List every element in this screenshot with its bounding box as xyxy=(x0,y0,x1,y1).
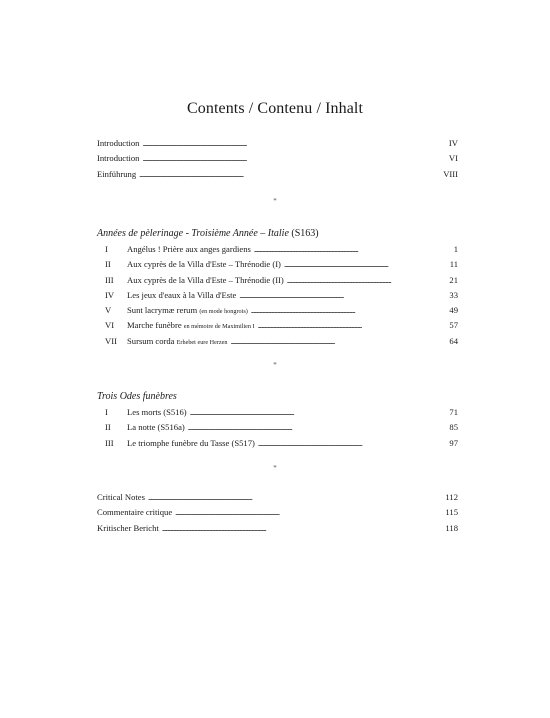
intro-list xyxy=(97,138,458,184)
toc-entry-subtitle: (en mode hongrois) xyxy=(199,308,248,316)
toc-entry-number: V xyxy=(105,305,112,316)
dot-leader xyxy=(142,138,445,148)
toc-entry-number: I xyxy=(105,244,108,254)
toc-entry[interactable] xyxy=(97,422,458,437)
toc-entry-page: 57 xyxy=(449,320,458,331)
toc-entry-page: 85 xyxy=(449,422,458,433)
toc-entry[interactable] xyxy=(97,259,458,274)
toc-entry-label: Angélus ! Prière aux anges gardiens xyxy=(127,244,251,254)
toc-entry-page: VI xyxy=(448,153,458,164)
toc-entry-commentaire-critique[interactable] xyxy=(97,507,458,522)
toc-entry-subtitle: en mémoire de Maximilien I xyxy=(183,323,255,331)
page-title: Contents / Contenu / Inhalt xyxy=(186,100,364,117)
section-annees xyxy=(97,228,458,351)
toc-entry-number: VII xyxy=(105,335,117,346)
toc-entry-label: Le triomphe funèbre du Tasse (S517) xyxy=(127,437,255,448)
toc-entry-page: 97 xyxy=(449,437,458,448)
toc-entry-label: Aux cyprès de la Villa d'Este – Thrénodie (II) xyxy=(127,274,284,285)
dot-leader xyxy=(287,275,447,285)
toc-entry-label xyxy=(127,320,255,330)
toc-entry-kritischer-bericht[interactable] xyxy=(97,523,458,538)
dot-leader xyxy=(139,169,440,179)
dot-leader xyxy=(190,407,447,417)
separator-star: * xyxy=(273,464,277,472)
dot-leader xyxy=(284,259,447,269)
toc-entry-number: IV xyxy=(105,289,115,300)
section-heading: Trois Odes funèbres xyxy=(97,391,177,402)
dot-leader xyxy=(175,507,442,517)
toc-entry-page: IV xyxy=(448,138,458,148)
toc-entry-label: Critical Notes xyxy=(97,492,145,502)
notes-list xyxy=(97,492,458,538)
toc-entry-page: 115 xyxy=(445,507,458,518)
toc-entry[interactable] xyxy=(97,407,458,422)
toc-entry-page: 1 xyxy=(453,244,458,254)
toc-entry[interactable] xyxy=(97,275,458,290)
toc-entry-label: Kritischer Bericht xyxy=(97,522,159,533)
separator-star: * xyxy=(273,361,277,369)
toc-entry-page: 118 xyxy=(445,522,458,533)
section-heading-code: (S163) xyxy=(291,228,319,239)
toc-entry-page: 33 xyxy=(449,289,458,300)
toc-entry-label: Einführung xyxy=(97,168,137,179)
toc-entry-critical-notes[interactable] xyxy=(97,492,458,507)
dot-leader xyxy=(251,305,447,315)
dot-leader xyxy=(254,244,451,254)
toc-entry-label xyxy=(127,336,228,346)
dot-leader xyxy=(188,422,447,432)
dot-leader xyxy=(142,153,445,163)
toc-entry-label: Introduction xyxy=(97,153,140,164)
toc-entry-label: Les morts (S516) xyxy=(127,407,187,417)
toc-entry-label xyxy=(127,305,248,315)
toc-entry-page: 112 xyxy=(445,492,458,502)
toc-entry-page: 71 xyxy=(449,407,458,417)
toc-entry-introduction-fr[interactable] xyxy=(97,153,458,168)
toc-entry-einfuhrung[interactable] xyxy=(97,169,458,184)
dot-leader xyxy=(239,290,446,300)
toc-entry-title: Marche funèbre xyxy=(127,320,182,331)
toc-entry-title: Sunt lacrymæ rerum xyxy=(127,305,198,316)
toc-entry-number: II xyxy=(105,422,111,433)
toc-entry-page: VIII xyxy=(443,168,458,179)
toc-entry-number: III xyxy=(105,437,114,448)
toc-entry-subtitle: Erhebet eure Herzen xyxy=(176,338,228,346)
toc-entry-label: La notte (S516a) xyxy=(127,422,185,433)
toc-entry-number: VI xyxy=(105,320,115,331)
toc-entry-number: III xyxy=(105,274,114,285)
section-odes xyxy=(97,391,458,453)
toc-entry[interactable] xyxy=(97,290,458,305)
dot-leader xyxy=(231,336,447,346)
toc-entry-label: Commentaire critique xyxy=(97,507,173,518)
toc-entry-label: Les jeux d'eaux à la Villa d'Este xyxy=(127,289,237,300)
dot-leader xyxy=(162,523,443,533)
section-heading-title: Années de pèlerinage - Troisième Année – Italie xyxy=(97,228,289,239)
toc-entry-page: 21 xyxy=(449,274,458,285)
toc-entry-label: Aux cyprès de la Villa d'Este – Thrénodie (I) xyxy=(127,259,281,270)
separator-star: * xyxy=(273,197,277,205)
toc-entry-number: I xyxy=(105,407,108,417)
dot-leader xyxy=(258,320,447,330)
toc-entry[interactable] xyxy=(97,336,458,351)
toc-entry[interactable] xyxy=(97,244,458,259)
dot-leader xyxy=(148,492,442,502)
dot-leader xyxy=(258,438,447,448)
toc-entry[interactable] xyxy=(97,320,458,335)
toc-entry-page: 64 xyxy=(449,335,458,346)
toc-entry-label: Introduction xyxy=(97,138,140,148)
section-heading xyxy=(97,228,458,242)
toc-entry[interactable] xyxy=(97,305,458,320)
toc-entry[interactable] xyxy=(97,438,458,453)
toc-entry-introduction-en[interactable] xyxy=(97,138,458,153)
toc-entry-page: 11 xyxy=(449,259,458,270)
toc-entry-title: Sursum corda xyxy=(127,335,175,346)
toc-entry-number: II xyxy=(105,259,111,270)
toc-entry-page: 49 xyxy=(449,305,458,316)
